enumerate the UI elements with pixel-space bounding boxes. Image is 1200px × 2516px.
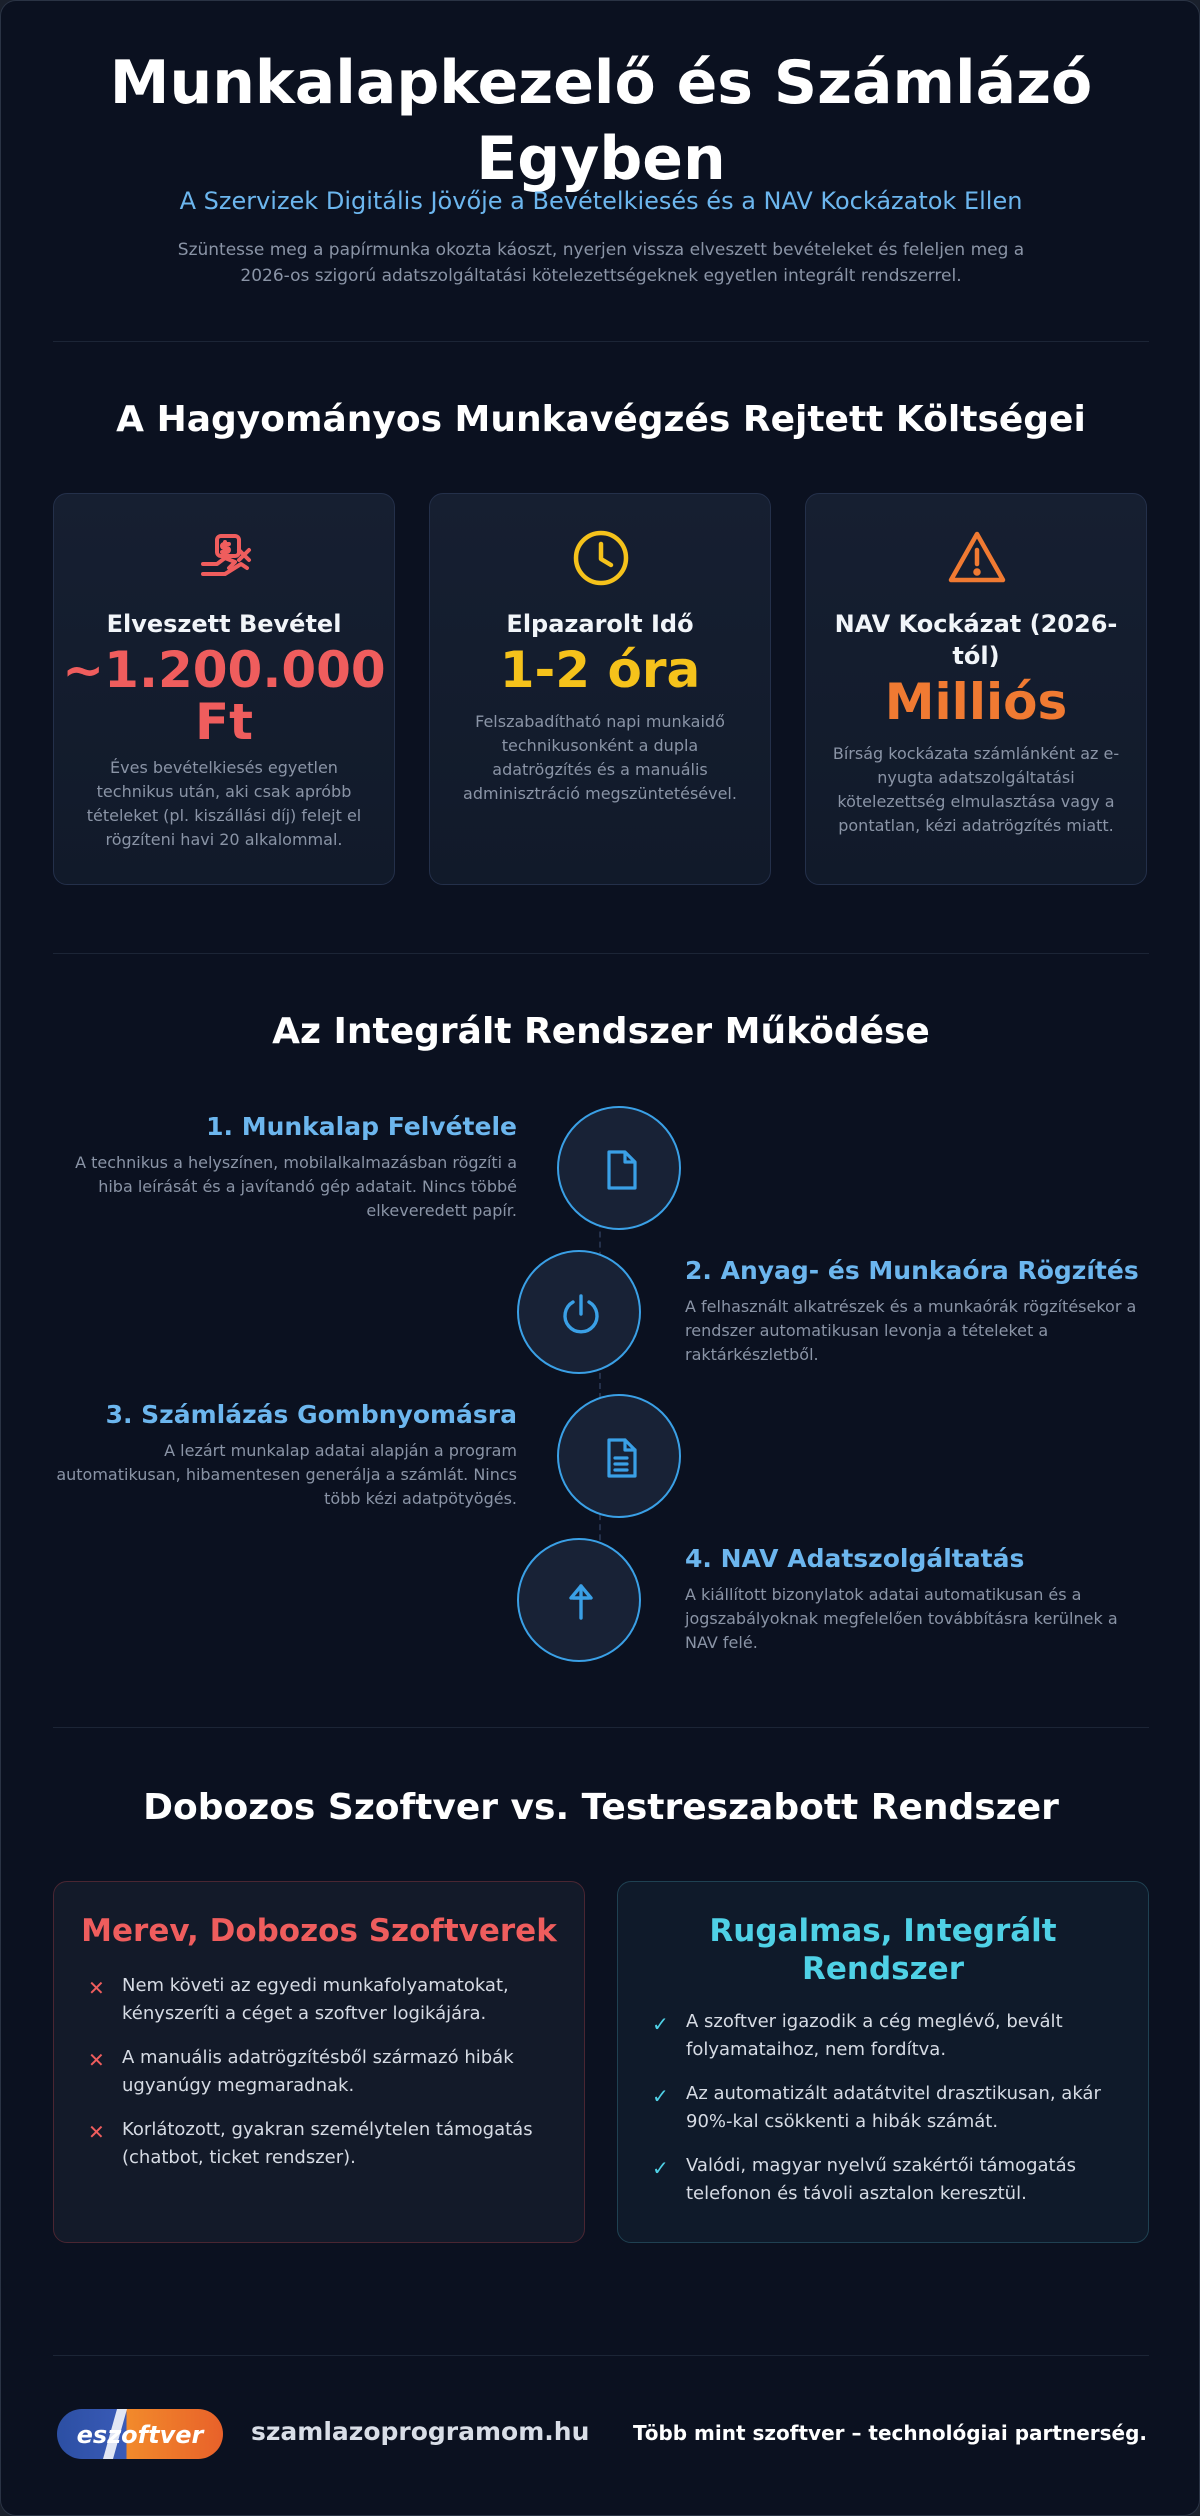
- invoice-icon: [597, 1434, 645, 1482]
- page-subtitle: A Szervizek Digitális Jövője a Bevételkiesés és a NAV Kockázatok Ellen: [179, 187, 1023, 215]
- clock-icon: [571, 528, 631, 588]
- divider: [53, 1727, 1149, 1728]
- cost-card-value: ~1.200.000 Ft: [62, 641, 386, 751]
- divider: [53, 341, 1149, 342]
- integrated-system-title: Rugalmas, Integrált Rendszer: [709, 1913, 1057, 1987]
- costs-section-title: A Hagyományos Munkavégzés Rejtett Költségei: [116, 399, 1086, 440]
- integrated-system-item: Az automatizált adatátvitel drasztikusan, akár 90%-kal csökkenti a hibák számát.: [686, 2083, 1101, 2132]
- step-3-description: A lezárt munkalap adatai alapján a program automatikusan, hibamentesen generálja a számlát. Nincs több kézi adatpötyögés.: [56, 1441, 517, 1508]
- cost-card-value: Milliós: [884, 673, 1068, 731]
- step-1-description: A technikus a helyszínen, mobilalkalmazásban rögzíti a hiba leírását és a javítandó gép adatait. Nincs többé elkeveredett papír.: [75, 1153, 517, 1220]
- cross-icon: ✕: [88, 2120, 105, 2144]
- boxed-software-title: Merev, Dobozos Szoftverek: [81, 1913, 557, 1949]
- money-loss-icon: [195, 528, 255, 588]
- comparison-section-title: Dobozos Szoftver vs. Testreszabott Rendszer: [143, 1787, 1059, 1828]
- cost-card-value: 1-2 óra: [499, 641, 701, 699]
- document-icon: [597, 1146, 645, 1194]
- footer-tagline: Több mint szoftver – technológiai partnerség.: [632, 2421, 1147, 2445]
- process-section-title: Az Integrált Rendszer Működése: [272, 1011, 930, 1052]
- boxed-software-item: Korlátozott, gyakran személytelen támogatás (chatbot, ticket rendszer).: [122, 2119, 533, 2168]
- step-2-title: 2. Anyag- és Munkaóra Rögzítés: [685, 1256, 1139, 1285]
- step-3-title: 3. Számlázás Gombnyomásra: [105, 1400, 517, 1429]
- boxed-software-card: [53, 1881, 585, 2243]
- integrated-system-card: [617, 1881, 1149, 2243]
- boxed-software-item: A manuális adatrögzítésből származó hibák ugyanúgy megmaradnak.: [122, 2047, 514, 2096]
- power-icon: [557, 1290, 605, 1338]
- cost-card-revenue: [53, 493, 395, 885]
- step-4-circle: [517, 1538, 641, 1662]
- cost-card-description: Éves bevételkiesés egyetlen technikus után, aki csak apróbb tételeket (pl. kiszállási díj) felejt el rögzíteni havi 20 alkalommal.: [86, 758, 362, 849]
- cost-card-title: Elveszett Bevétel: [106, 610, 342, 638]
- cost-card-description: Bírság kockázata számlánként az e-nyugta adatszolgáltatási kötelezettség elmulasztása vagy a pontatlan, kézi adatrögzítés miatt.: [832, 744, 1120, 835]
- eszoftver-logo[interactable]: [57, 2407, 223, 2461]
- page-title: Munkalapkezelő és Számlázó Egyben: [109, 48, 1093, 194]
- upload-icon: [557, 1578, 605, 1626]
- step-2-circle: [517, 1250, 641, 1374]
- cross-icon: ✕: [88, 1976, 105, 2000]
- cost-card-time: [429, 493, 771, 885]
- step-1-title: 1. Munkalap Felvétele: [206, 1112, 517, 1141]
- warning-icon: [947, 528, 1007, 588]
- cost-card-description: Felszabadítható napi munkaidő technikusonként a dupla adatrögzítés és a manuális adminisztráció megszüntetésével.: [463, 712, 737, 803]
- step-1-circle: [557, 1106, 681, 1230]
- step-3-circle: [557, 1394, 681, 1518]
- divider: [53, 953, 1149, 954]
- check-icon: ✓: [652, 2012, 669, 2036]
- step-4-title: 4. NAV Adatszolgáltatás: [685, 1544, 1025, 1573]
- boxed-software-item: Nem követi az egyedi munkafolyamatokat, kényszeríti a céget a szoftver logikájára.: [122, 1975, 509, 2024]
- cost-card-nav-risk: [805, 493, 1147, 885]
- cost-card-title: Elpazarolt Idő: [506, 610, 694, 638]
- site-link[interactable]: szamlazoprogramom.hu: [251, 2417, 590, 2446]
- logo-text: eszoftver: [76, 2421, 204, 2449]
- integrated-system-item: A szoftver igazodik a cég meglévő, bevált folyamataihoz, nem fordítva.: [686, 2011, 1063, 2060]
- step-4-description: A kiállított bizonylatok adatai automatikusan és a jogszabályoknak megfelelően továbbításra kerülnek a NAV felé.: [685, 1585, 1118, 1652]
- integrated-system-item: Valódi, magyar nyelvű szakértői támogatás telefonon és távoli asztalon keresztül.: [686, 2155, 1077, 2204]
- check-icon: ✓: [652, 2156, 669, 2180]
- cross-icon: ✕: [88, 2048, 105, 2072]
- divider: [53, 2355, 1149, 2356]
- step-2-description: A felhasznált alkatrészek és a munkaórák rögzítésekor a rendszer automatikusan levonja a tételeket a raktárkészletből.: [685, 1297, 1137, 1364]
- cost-card-title: NAV Kockázat (2026-tól): [834, 610, 1118, 670]
- check-icon: ✓: [652, 2084, 669, 2108]
- page-description: Szüntesse meg a papírmunka okozta káoszt, nyerjen vissza elveszett bevételeket és feleljen meg a 2026-os szigorú adatszolgáltatási kötelezettségeknek egyetlen integrált rendszerrel.: [177, 240, 1025, 286]
